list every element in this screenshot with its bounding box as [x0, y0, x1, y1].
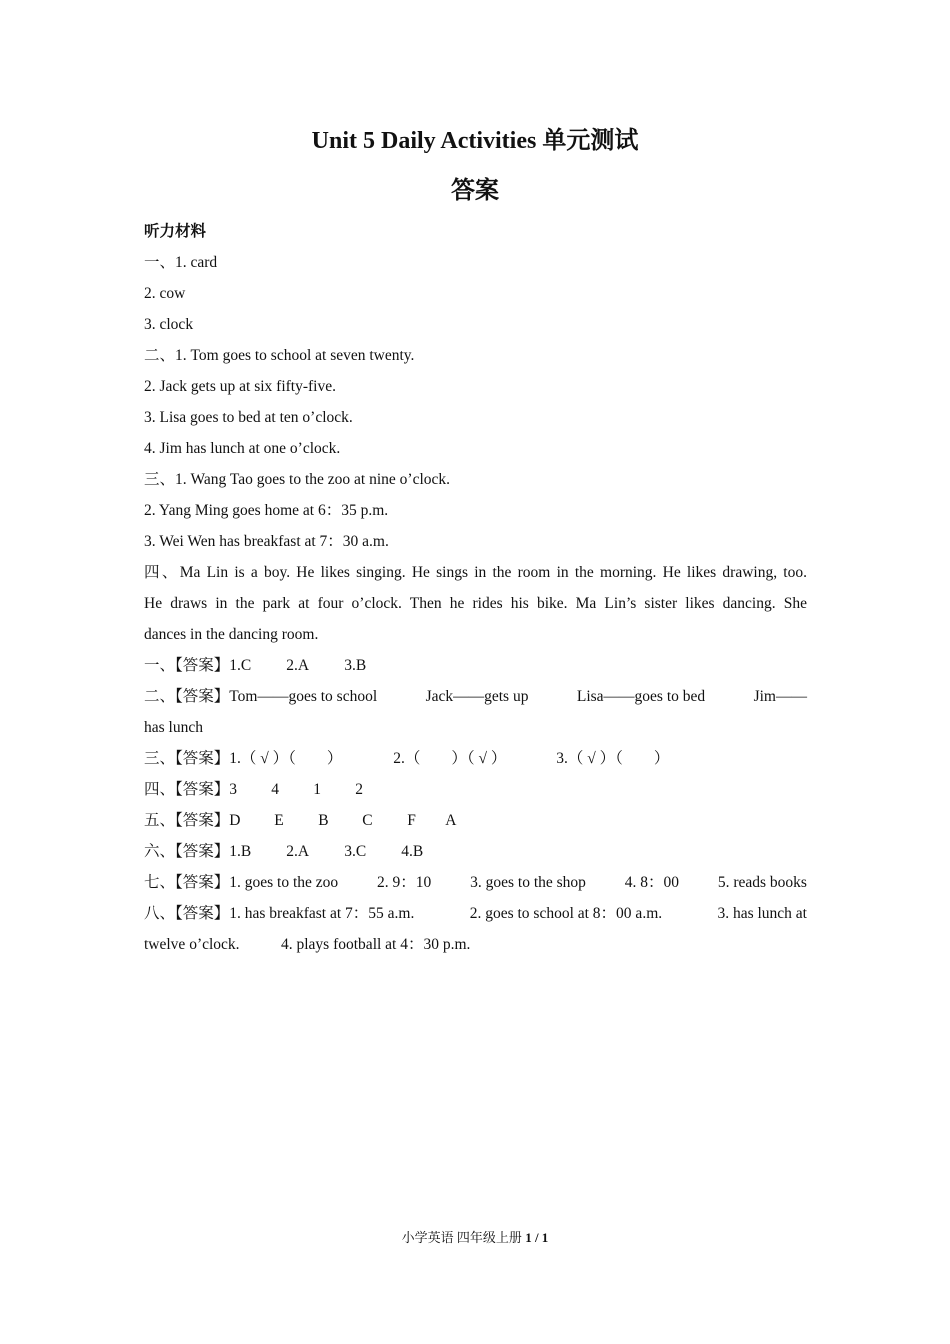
- answer-prefix: 八、【答案】: [144, 905, 230, 922]
- listening-line: 二、1. Tom goes to school at seven twenty.: [144, 347, 415, 364]
- answer-item: 1.B: [229, 843, 252, 860]
- footer-text: 小学英语 四年级上册: [401, 1230, 522, 1245]
- answer-prefix: 四、【答案】: [144, 781, 230, 798]
- answer-row-1: [144, 650, 807, 681]
- answer-row-3: [144, 743, 807, 774]
- listening-passage-line: He draws in the park at four o’clock. Then he rides his bike. Ma Lin’s sister likes dancing. She: [144, 595, 807, 612]
- listening-line: 3. Wei Wen has breakfast at 7：30 a.m.: [144, 533, 389, 550]
- listening-line: 4. Jim has lunch at one o’clock.: [144, 440, 341, 457]
- answer-item: 4. plays football at 4：30 p.m.: [281, 936, 471, 953]
- listening-line: 2. Jack gets up at six fifty-five.: [144, 378, 336, 395]
- page-footer: [0, 1228, 950, 1248]
- answer-item: 3.（ √ ）（ ）: [556, 750, 670, 767]
- answer-item: [144, 898, 414, 929]
- answer-item: [144, 681, 377, 712]
- document-body: [144, 216, 807, 960]
- answer-row-4: [144, 774, 807, 805]
- listening-passage-line: 四、Ma Lin is a boy. He likes singing. He sings in the room in the morning. He likes drawing, too.: [144, 564, 807, 581]
- page-number: 1 / 1: [525, 1230, 549, 1245]
- answer-item: Lisa——goes to bed: [576, 688, 706, 705]
- listening-line: 2. cow: [144, 285, 186, 302]
- answer-item: E: [274, 812, 284, 829]
- answer-item: 1. has breakfast at 7：55 a.m.: [229, 905, 415, 922]
- answer-row-8: [144, 898, 807, 929]
- answer-item: 3.C: [344, 843, 367, 860]
- listening-line: 三、1. Wang Tao goes to the zoo at nine o’clock.: [144, 471, 451, 488]
- answer-item: F: [407, 812, 416, 829]
- answer-prefix: 二、【答案】: [144, 688, 230, 705]
- answer-item: 2: [355, 781, 364, 798]
- answer-item: C: [362, 812, 373, 829]
- answer-item: 2.A: [286, 657, 310, 674]
- answer-prefix: 五、【答案】: [144, 812, 230, 829]
- listening-line: 一、1. card: [144, 254, 218, 271]
- answer-item: 4: [271, 781, 280, 798]
- answer-item: 1.（ √ ）（ ）: [229, 750, 343, 767]
- listening-line: 3. clock: [144, 316, 194, 333]
- answer-continuation: [144, 929, 807, 960]
- answer-item: Tom——goes to school: [229, 688, 378, 705]
- listening-line: 3. Lisa goes to bed at ten o’clock.: [144, 409, 353, 426]
- section-heading: 听力材料: [144, 223, 207, 240]
- answer-item: 4. 8：00: [624, 874, 680, 891]
- answer-item: 1. goes to the zoo: [229, 874, 339, 891]
- answer-prefix: 七、【答案】: [144, 874, 230, 891]
- answer-item: 2. 9：10: [377, 874, 432, 891]
- answer-item: twelve o’clock.: [144, 936, 240, 953]
- answer-item: 2.A: [286, 843, 310, 860]
- answer-item: B: [318, 812, 329, 829]
- document-title: Unit 5 Daily Activities 单元测试: [311, 128, 639, 154]
- answer-item: [144, 867, 338, 898]
- answer-item: 3: [229, 781, 238, 798]
- answer-item: Jim——: [753, 688, 807, 705]
- answer-item: 4.B: [401, 843, 424, 860]
- answer-row-5: [144, 805, 807, 836]
- answer-item: 1.C: [229, 657, 252, 674]
- answer-prefix: 一、【答案】: [144, 657, 230, 674]
- answer-item: 3.B: [344, 657, 367, 674]
- answer-item: D: [229, 812, 241, 829]
- answer-row-2: [144, 681, 807, 712]
- answer-prefix: 六、【答案】: [144, 843, 230, 860]
- answer-row-6: [144, 836, 807, 867]
- answer-prefix: 三、【答案】: [144, 750, 230, 767]
- answer-item: 1: [313, 781, 322, 798]
- answer-item: 5. reads books: [717, 874, 807, 891]
- answer-item: A: [445, 812, 457, 829]
- answer-row-7: [144, 867, 807, 898]
- answer-item: Jack——gets up: [425, 688, 529, 705]
- listening-passage-line: dances in the dancing room.: [144, 626, 319, 643]
- listening-line: 2. Yang Ming goes home at 6：35 p.m.: [144, 502, 389, 519]
- answer-item: 3. has lunch at: [717, 905, 807, 922]
- answer-continuation: has lunch: [144, 719, 203, 736]
- document-subtitle: 答案: [451, 178, 499, 204]
- answer-item: 3. goes to the shop: [470, 874, 586, 891]
- answer-item: 2. goes to school at 8：00 a.m.: [469, 905, 663, 922]
- answer-item: 2.（ ）（ √ ）: [393, 750, 507, 767]
